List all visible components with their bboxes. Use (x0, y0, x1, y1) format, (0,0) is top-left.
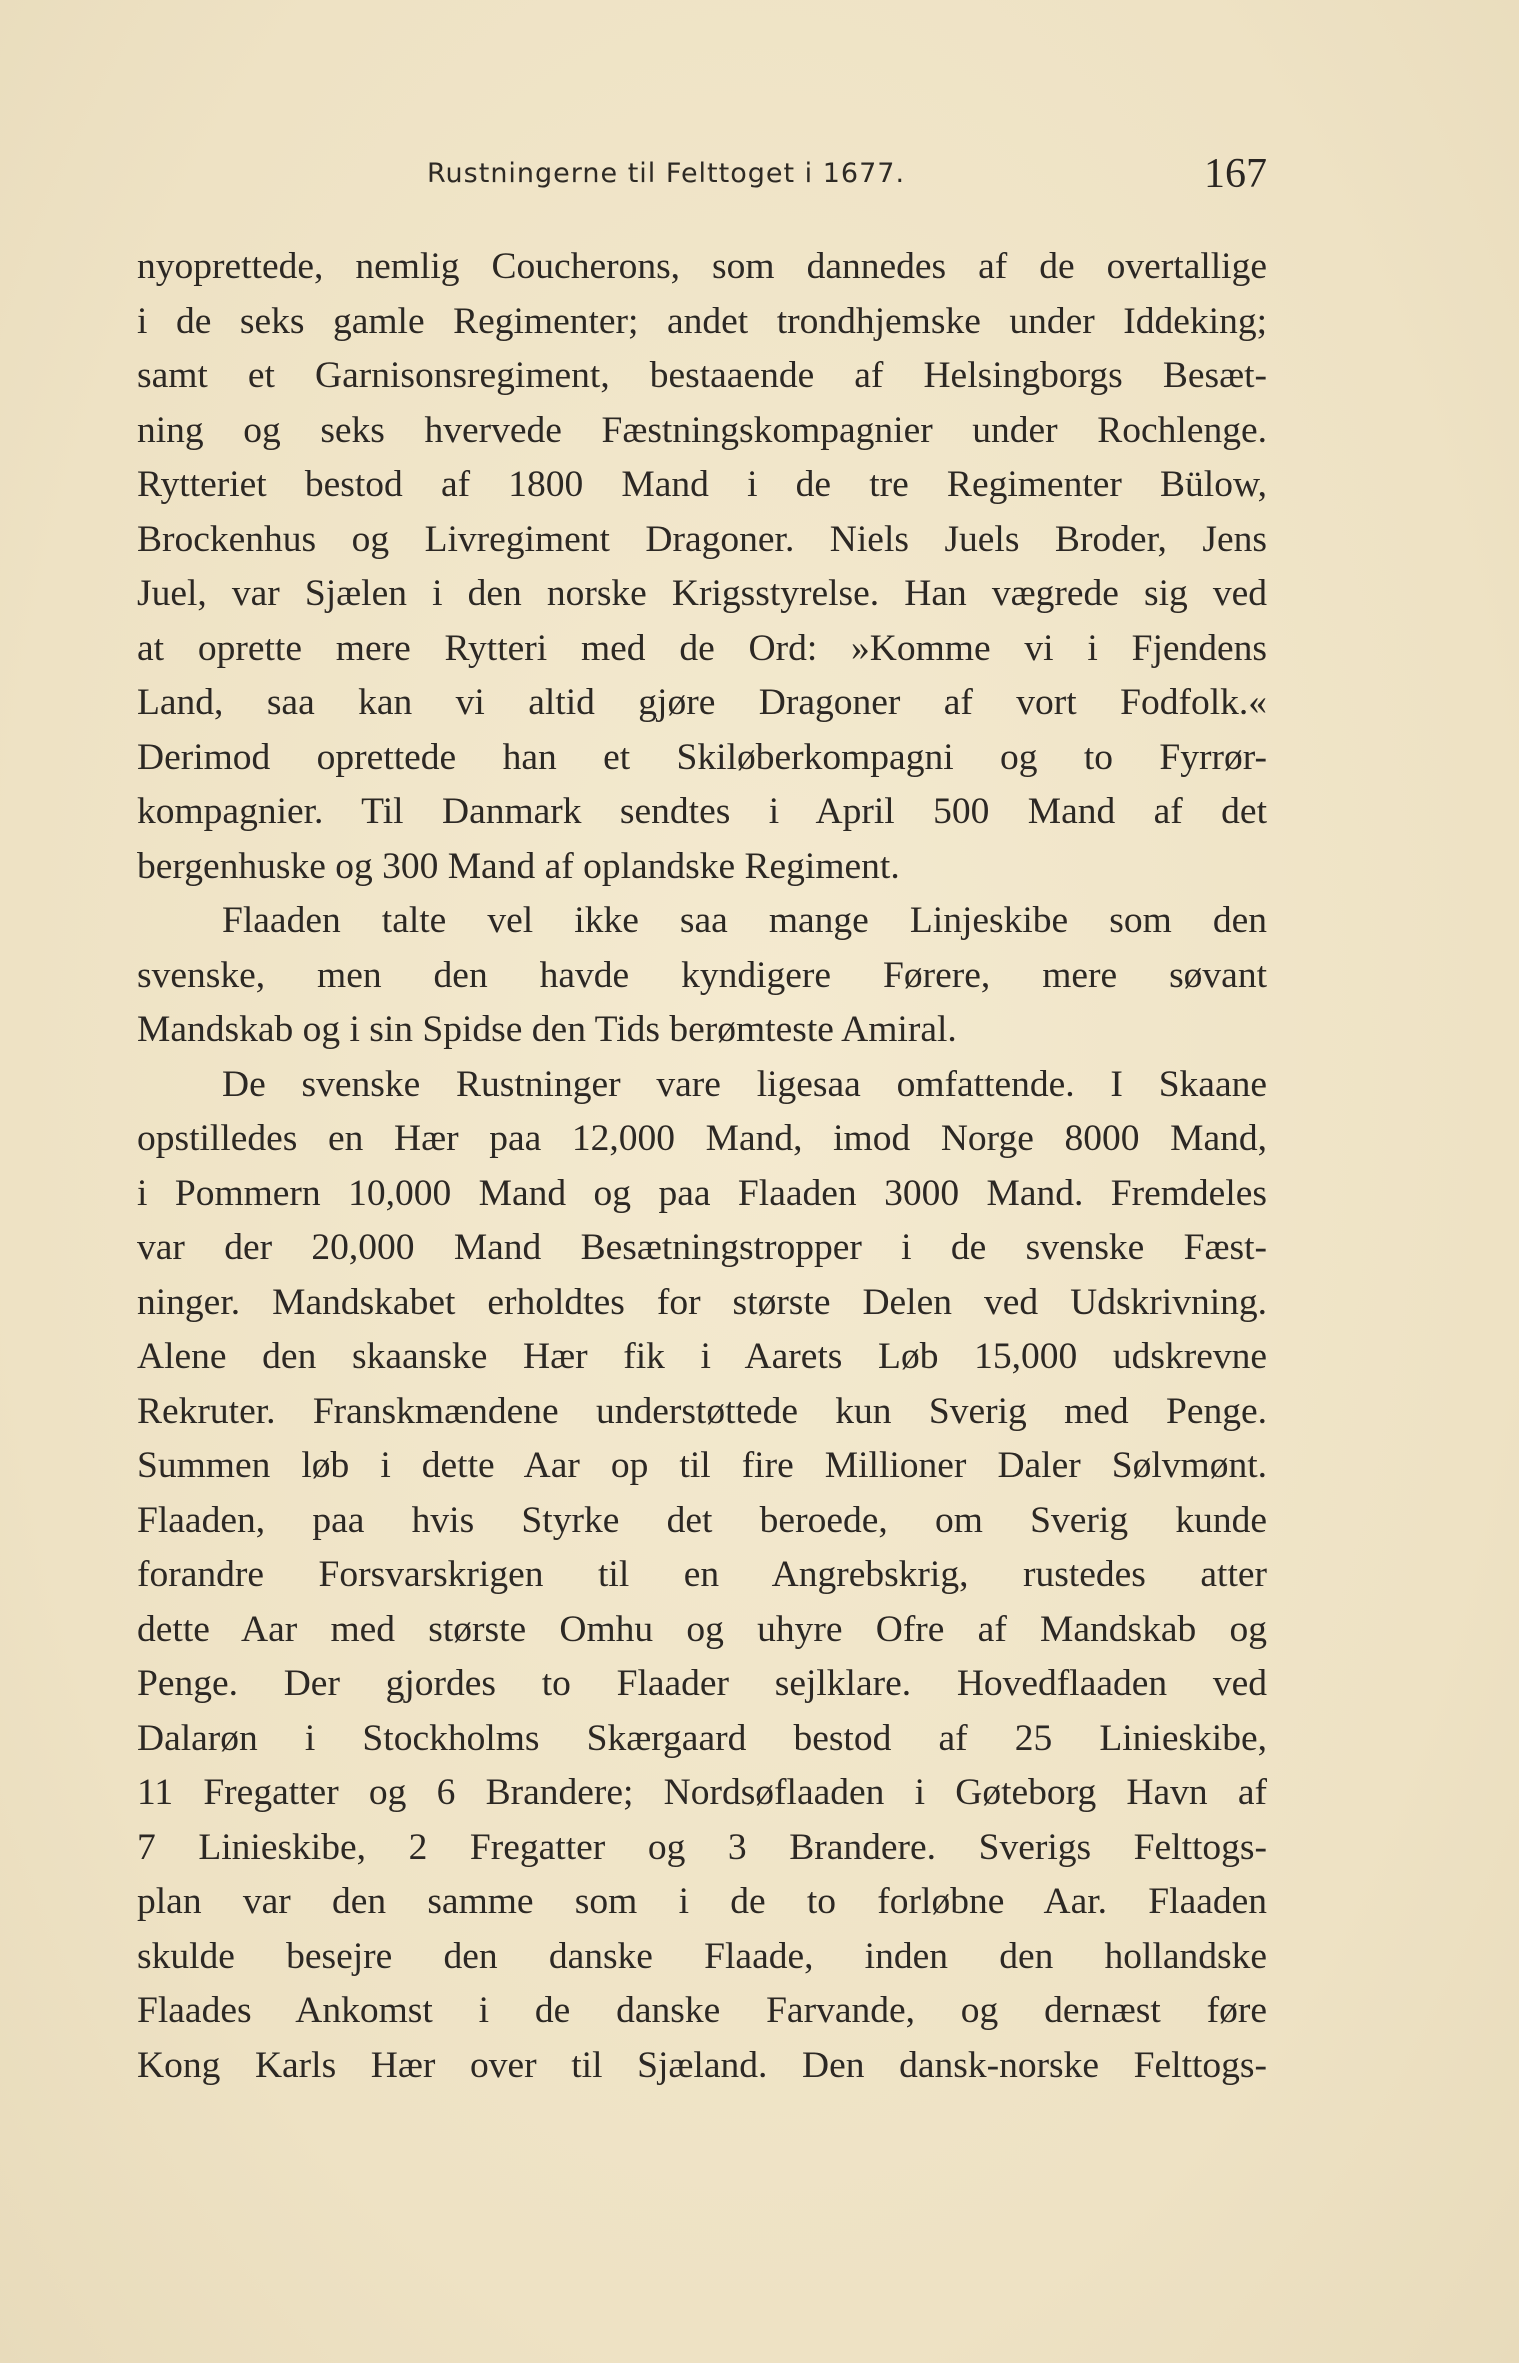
text-line: Mandskab og i sin Spidse den Tids berømteste Amiral. (137, 1009, 957, 1050)
text-line: Flaades Ankomst i de danske Farvande, og dernæst føre (137, 1990, 1267, 2031)
text-line: Derimod oprettede han et Skiløberkompagni og to Fyrrør- (137, 736, 1267, 778)
text-line: var der 20,000 Mand Besætningstropper i de svenske Fæst- (137, 1227, 1267, 1268)
text-line: Kong Karls Hær over til Sjæland. Den dansk-norske Felttogs- (137, 2044, 1267, 2086)
text-line: Dalarøn i Stockholms Skærgaard bestod af 25 Linieskibe, (137, 1717, 1267, 1759)
text-line: i Pommern 10,000 Mand og paa Flaaden 3000 Mand. Fremdeles (137, 1172, 1267, 1214)
page-header (137, 150, 1267, 210)
text-line: skulde besejre den danske Flaade, inden den hollandske (137, 1935, 1267, 1977)
text-line: nyoprettede, nemlig Coucherons, som dannedes af de overtallige (137, 246, 1267, 287)
text-line: Rytteriet bestod af 1800 Mand i de tre Regimenter Bülow, (137, 464, 1267, 505)
text-line: at oprette mere Rytteri med de Ord: »Komme vi i Fjendens (137, 627, 1267, 669)
text-line: 7 Linieskibe, 2 Fregatter og 3 Brandere. Sverigs Felttogs- (137, 1826, 1267, 1868)
text-line: 11 Fregatter og 6 Brandere; Nordsøflaaden i Gøteborg Havn af (137, 1772, 1267, 1813)
text-line: dette Aar med største Omhu og uhyre Ofre af Mandskab og (137, 1608, 1267, 1650)
text-line: De svenske Rustninger vare ligesaa omfattende. I Skaane (222, 1063, 1267, 1105)
text-line: Alene den skaanske Hær fik i Aarets Løb 15,000 udskrevne (137, 1336, 1267, 1377)
text-line: Flaaden, paa hvis Styrke det beroede, om Sverig kunde (137, 1499, 1267, 1541)
body-text (137, 240, 1267, 2093)
text-line: Juel, var Sjælen i den norske Krigsstyrelse. Han vægrede sig ved (137, 573, 1267, 614)
text-line: kompagnier. Til Danmark sendtes i April 500 Mand af det (137, 791, 1267, 832)
text-line: ninger. Mandskabet erholdtes for største Delen ved Udskrivning. (137, 1281, 1267, 1323)
text-line: i de seks gamle Regimenter; andet trondhjemske under Iddeking; (137, 300, 1267, 342)
text-line: ning og seks hvervede Fæstningskompagnier under Rochlenge. (137, 409, 1267, 451)
text-line: Rekruter. Franskmændene understøttede kun Sverig med Penge. (137, 1390, 1267, 1432)
text-line: opstilledes en Hær paa 12,000 Mand, imod Norge 8000 Mand, (137, 1118, 1267, 1159)
text-line: Land, saa kan vi altid gjøre Dragoner af vort Fodfolk.« (137, 682, 1267, 723)
text-line: Flaaden talte vel ikke saa mange Linjeskibe som den (222, 900, 1267, 941)
page-number: 167 (1204, 151, 1267, 197)
text-line: samt et Garnisonsregiment, bestaaende af Helsingborgs Besæt- (137, 355, 1267, 396)
text-line: plan var den samme som i de to forløbne Aar. Flaaden (137, 1881, 1267, 1922)
text-line: Penge. Der gjordes to Flaader sejlklare. Hovedflaaden ved (137, 1663, 1267, 1704)
text-line: Summen løb i dette Aar op til fire Millioner Daler Sølvmønt. (137, 1445, 1267, 1486)
running-head: Rustningerne til Felttoget i 1677. (427, 158, 906, 189)
text-line: Brockenhus og Livregiment Dragoner. Niels Juels Broder, Jens (137, 518, 1267, 560)
text-line: bergenhuske og 300 Mand af oplandske Regiment. (137, 845, 900, 887)
text-line: svenske, men den havde kyndigere Førere, mere søvant (137, 954, 1267, 996)
text-line: forandre Forsvarskrigen til en Angrebskrig, rustedes atter (137, 1554, 1267, 1595)
